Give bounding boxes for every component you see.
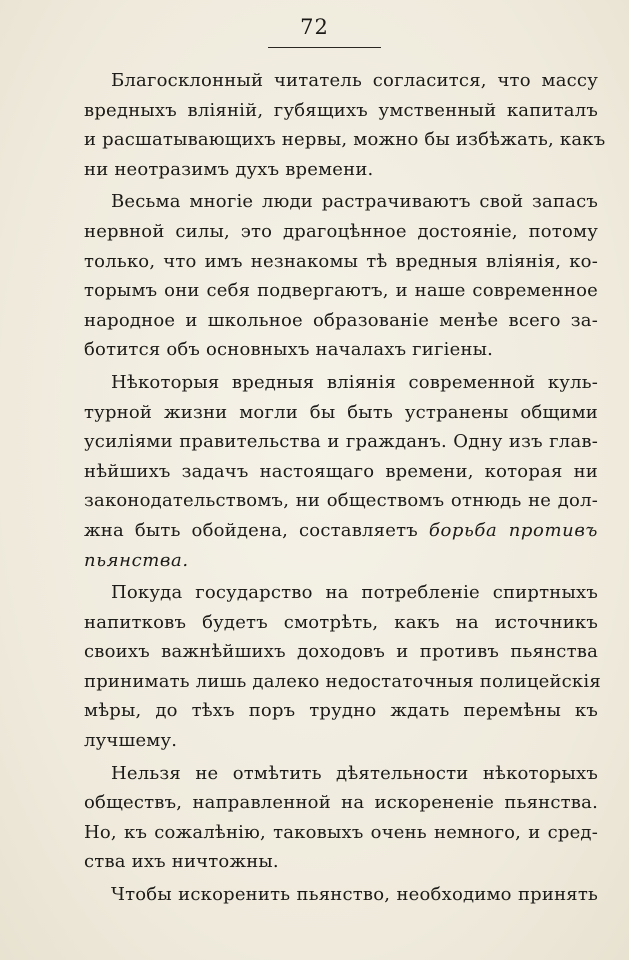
text-line: Благосклонный читатель согласится, что массу (111, 70, 598, 91)
paragraph-2 (84, 187, 598, 365)
body-text (84, 66, 606, 910)
text-line: только, что имъ незнакомы тѣ вредныя вліянія, ко- (84, 250, 598, 272)
paragraph-3 (84, 368, 598, 575)
text-line: турной жизни могли бы быть устранены общими (84, 401, 598, 423)
text-line: ства ихъ ничтожны. (84, 851, 279, 873)
text-line: Нельзя не отмѣтить дѣятельности нѣкоторыхъ (111, 762, 598, 784)
text-line-with-emphasis (84, 546, 598, 576)
emphasis-text: пьянства. (84, 549, 189, 571)
text-line: нѣйшихъ задачъ настоящаго времени, которая ни (84, 460, 598, 482)
text-line-with-emphasis (84, 516, 598, 546)
text-line: ботится объ основныхъ началахъ гигіены. (84, 339, 494, 361)
text-line: Весьма многіе люди растрачиваютъ свой запасъ (111, 191, 598, 213)
text-line: Но, къ сожалѣнію, таковыхъ очень немного, и сред- (84, 821, 598, 843)
text-line: Чтобы искоренить пьянство, необходимо принять (111, 884, 598, 906)
paragraph-1 (84, 66, 606, 184)
paragraph-5 (84, 759, 598, 877)
text-line: обществъ, направленной на искорененіе пьянства. (84, 792, 598, 814)
text-line: вредныхъ вліяній, губящихъ умственный капиталъ (84, 99, 598, 121)
text-line: усиліями правительства и гражданъ. Одну изъ глав- (84, 431, 598, 453)
text-line: и расшатывающихъ нервы, можно бы избѣжать, какъ (84, 129, 606, 151)
text-line: напитковъ будетъ смотрѣть, какъ на источникъ (84, 611, 598, 633)
page-number: 72 (300, 15, 329, 39)
text-line: Покуда государство на потребленіе спиртныхъ (111, 582, 598, 604)
emphasis-text: борьба противъ (428, 519, 599, 541)
text-line: принимать лишь далеко недостаточныя полицейскія (84, 670, 601, 692)
paragraph-6 (84, 880, 598, 910)
text-line: ни неотразимъ духъ времени. (84, 158, 374, 180)
text-line: лучшему. (84, 730, 178, 752)
text-line: народное и школьное образованіе менѣе всего за- (84, 309, 598, 331)
text-line: нервной силы, это драгоцѣнное достояніе, потому (84, 220, 598, 242)
paragraph-4 (84, 578, 601, 756)
text-line: Нѣкоторыя вредныя вліянія современной куль- (111, 371, 598, 393)
text-line: своихъ важнѣйшихъ доходовъ и противъ пьянства (84, 641, 598, 663)
header-rule (268, 47, 381, 48)
text-line: мѣры, до тѣхъ поръ трудно ждать перемѣны къ (84, 700, 598, 722)
text-line: законодательствомъ, ни обществомъ отнюдь не дол- (84, 490, 598, 512)
text-line: торымъ они себя подвергаютъ, и наше современное (84, 280, 598, 302)
text-fragment: жна быть обойдена, составляетъ (84, 519, 418, 541)
